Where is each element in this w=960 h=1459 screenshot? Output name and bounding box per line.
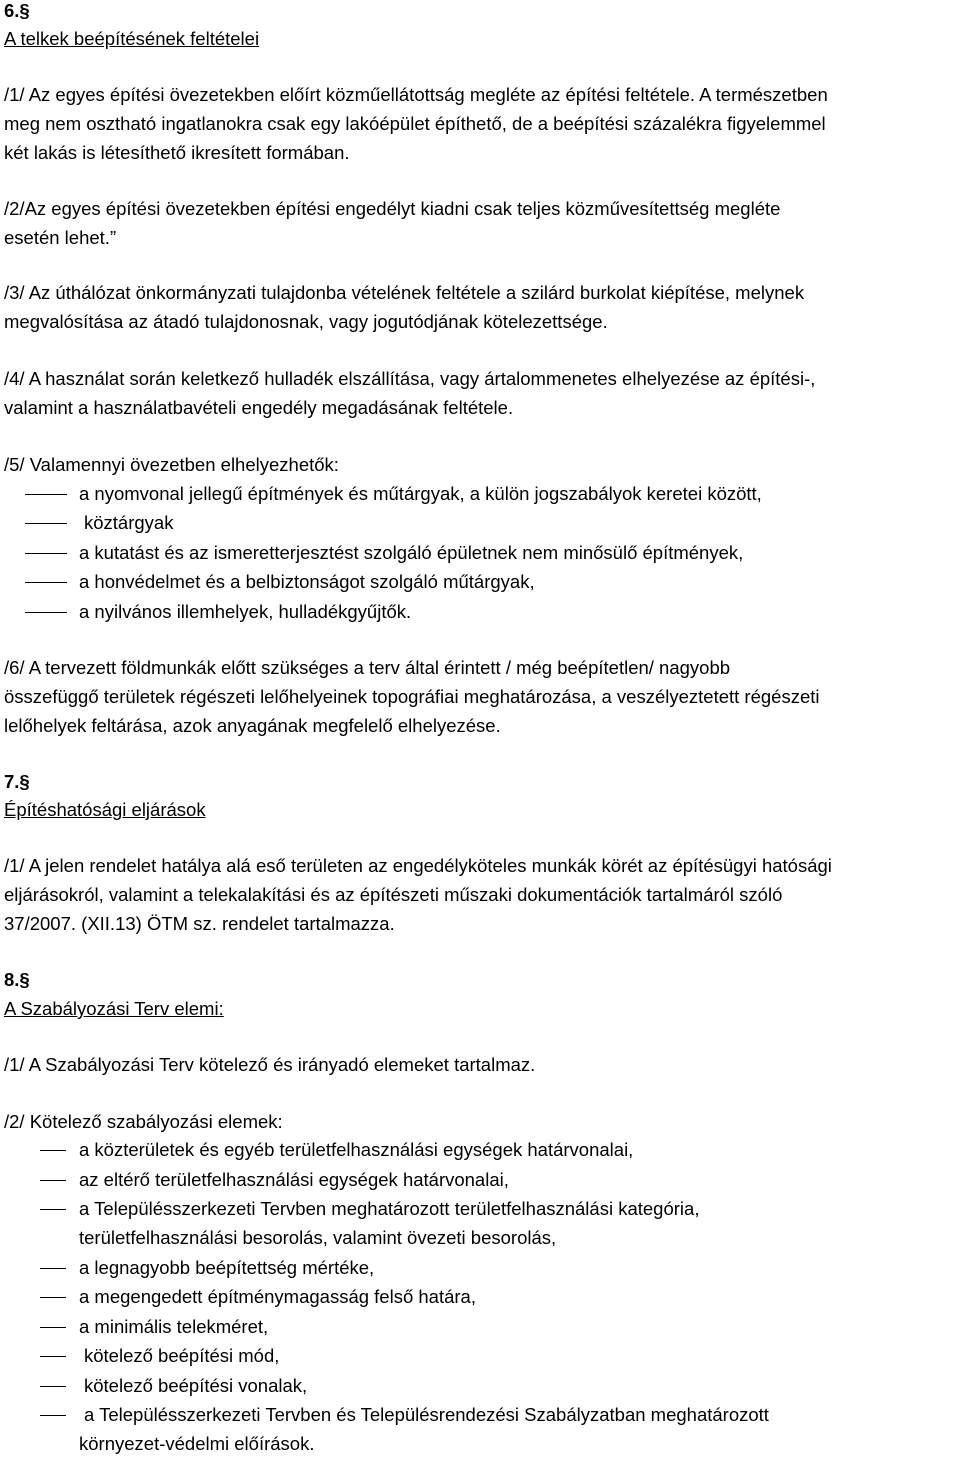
list-item: a nyomvonal jellegű építmények és műtárgyak, a külön jogszabályok keretei között, [79,483,762,504]
list-item: a kutatást és az ismeretterjesztést szolgáló épületnek nem minősülő építmények, [79,542,744,563]
paragraph-7-1-line-3: 37/2007. (XII.13) ÖTM sz. rendelet tartalmazza. [4,913,395,934]
list-dash [25,582,67,583]
list-dash [40,1150,66,1151]
list-item-continuation: környezet-védelmi előírások. [79,1433,315,1454]
section-6-number: 6.§ [4,0,30,21]
section-8-number: 8.§ [4,969,30,990]
list-item: a minimális telekméret, [79,1316,269,1337]
list-dash [40,1415,66,1416]
list-item: a Településszerkezeti Tervben és Településrendezési Szabályzatban meghatározott [84,1404,769,1425]
section-7-number: 7.§ [4,771,30,792]
paragraph-6-1-line-1: /1/ Az egyes építési övezetekben előírt közműellátottság megléte az építési feltétele. A természetben [4,84,828,105]
list-dash [40,1297,66,1298]
paragraph-6-6-line-2: összefüggő területek régészeti lelőhelyeinek topográfiai meghatározása, a veszélyeztetett régészeti [4,686,820,707]
list-dash [40,1327,66,1328]
paragraph-6-3-line-1: /3/ Az úthálózat önkormányzati tulajdonba vételének feltétele a szilárd burkolat kiépítése, melynek [4,282,805,303]
paragraph-6-1-line-3: két lakás is létesíthető ikresített formában. [4,142,350,163]
list-item: a legnagyobb beépítettség mértéke, [79,1257,375,1278]
paragraph-6-5-intro: /5/ Valamennyi övezetben elhelyezhetők: [4,454,339,475]
list-item: a honvédelmet és a belbiztonságot szolgáló műtárgyak, [79,571,535,592]
list-item-continuation: területfelhasználási besorolás, valamint övezeti besorolás, [79,1227,557,1248]
list-item: a Településszerkezeti Tervben meghatározott területfelhasználási kategória, [79,1198,700,1219]
list-dash [40,1356,66,1357]
list-dash [25,494,67,495]
list-item: kötelező beépítési vonalak, [84,1375,308,1396]
list-item: a közterületek és egyéb területfelhasználási egységek határvonalai, [79,1139,634,1160]
paragraph-6-4-line-1: /4/ A használat során keletkező hulladék elszállítása, vagy ártalommenetes elhelyezése az építési-, [4,368,816,389]
list-dash [40,1268,66,1269]
list-dash [40,1386,66,1387]
list-item: az eltérő területfelhasználási egységek határvonalai, [79,1169,509,1190]
list-item: a megengedett építménymagasság felső határa, [79,1286,476,1307]
list-dash [40,1180,66,1181]
paragraph-7-1-line-1: /1/ A jelen rendelet hatálya alá eső területen az engedélyköteles munkák körét az építésügyi hatósági [4,855,832,876]
paragraph-6-2-line-1: /2/Az egyes építési övezetekben építési engedélyt kiadni csak teljes közművesítettség megléte [4,198,781,219]
section-7-title: Építéshatósági eljárások [4,799,206,820]
list-item: kötelező beépítési mód, [84,1345,280,1366]
list-item: a nyilvános illemhelyek, hulladékgyűjtők. [79,601,412,622]
list-item: köztárgyak [84,512,174,533]
list-dash [25,612,67,613]
paragraph-6-6-line-1: /6/ A tervezett földmunkák előtt szükséges a terv által érintett / még beépítetlen/ nagyobb [4,657,731,678]
list-dash [25,523,67,524]
paragraph-8-2-intro: /2/ Kötelező szabályozási elemek: [4,1111,283,1132]
paragraph-6-4-line-2: valamint a használatbavételi engedély megadásának feltétele. [4,397,514,418]
paragraph-7-1-line-2: eljárásokról, valamint a telekalakítási és az építészeti műszaki dokumentációk tartalmáról szóló [4,884,783,905]
list-dash [25,553,67,554]
list-dash [40,1209,66,1210]
paragraph-6-6-line-3: lelőhelyek feltárása, azok anyagának megfelelő elhelyezése. [4,715,501,736]
paragraph-6-3-line-2: megvalósítása az átadó tulajdonosnak, vagy jogutódjának kötelezettsége. [4,311,608,332]
paragraph-6-2-line-2: esetén lehet.” [4,227,117,248]
paragraph-8-1: /1/ A Szabályozási Terv kötelező és irányadó elemeket tartalmaz. [4,1054,536,1075]
section-6-title: A telkek beépítésének feltételei [4,28,260,49]
section-8-title: A Szabályozási Terv elemi: [4,998,224,1019]
paragraph-6-1-line-2: meg nem osztható ingatlanokra csak egy lakóépület építhető, de a beépítési százalékra figyelemmel [4,113,826,134]
